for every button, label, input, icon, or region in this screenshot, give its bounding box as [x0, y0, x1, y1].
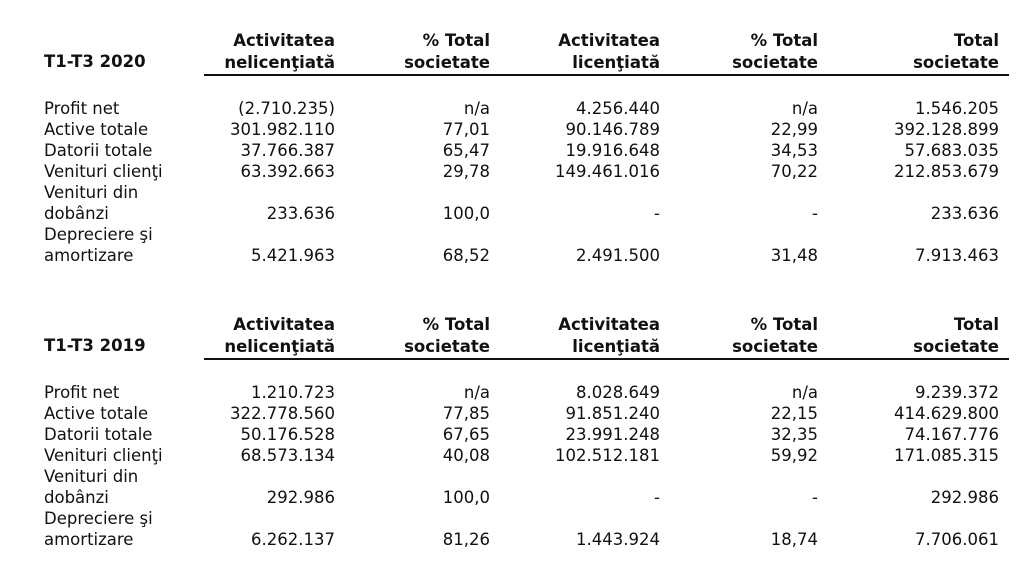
- cell-value: 34,53: [770, 141, 818, 160]
- cell-value: 1.546.205: [915, 99, 999, 118]
- cell-value: 292.986: [930, 488, 999, 507]
- table-row: [44, 161, 1009, 182]
- table-row: [44, 182, 1009, 224]
- row-label-line: dobânzi: [44, 488, 109, 507]
- cell-value: -: [654, 204, 660, 223]
- header-line: Activitatea: [233, 315, 335, 334]
- table-row: [44, 382, 1009, 403]
- cell-value: -: [812, 204, 818, 223]
- financial-table-2020: [44, 30, 1009, 266]
- cell-value: 9.239.372: [915, 383, 999, 402]
- cell-value: 29,78: [442, 162, 490, 181]
- row-label: Profit net: [44, 383, 120, 402]
- cell-value: 22,99: [770, 120, 818, 139]
- cell-value: 4.256.440: [576, 99, 660, 118]
- row-label-line: Depreciere şi: [44, 225, 153, 244]
- cell-value: 74.167.776: [904, 425, 999, 444]
- cell-value: 2.491.500: [576, 246, 660, 265]
- cell-value: 100,0: [442, 204, 490, 223]
- column-header-total-company: [828, 30, 1009, 75]
- financial-table-2019: [44, 314, 1009, 550]
- table-row: [44, 140, 1009, 161]
- cell-value: 81,26: [442, 530, 490, 549]
- row-label: [44, 182, 204, 224]
- cell-value: 7.706.061: [915, 530, 999, 549]
- table-header: [44, 314, 1009, 359]
- column-header-unlicensed-activity: [204, 314, 345, 359]
- header-line: % Total: [750, 31, 818, 50]
- table-row: [44, 424, 1009, 445]
- cell-value: 322.778.560: [230, 404, 335, 423]
- header-line: societate: [404, 53, 490, 72]
- header-line: societate: [913, 337, 999, 356]
- row-label: Datorii totale: [44, 425, 153, 444]
- row-label-line: Venituri din: [44, 183, 139, 202]
- table-body: [44, 359, 1009, 550]
- cell-value: 37.766.387: [240, 141, 335, 160]
- header-line: Activitatea: [233, 31, 335, 50]
- cell-value: n/a: [463, 383, 490, 402]
- cell-value: n/a: [791, 99, 818, 118]
- header-line: societate: [732, 337, 818, 356]
- cell-value: 301.982.110: [230, 120, 335, 139]
- cell-value: 100,0: [442, 488, 490, 507]
- period-title: T1-T3 2020: [44, 52, 146, 71]
- cell-value: 6.262.137: [251, 530, 335, 549]
- cell-value: 8.028.649: [576, 383, 660, 402]
- cell-value: 102.512.181: [555, 446, 660, 465]
- header-line: nelicenţiată: [224, 53, 335, 72]
- cell-value: -: [654, 488, 660, 507]
- cell-value: 233.636: [266, 204, 335, 223]
- cell-value: 65,47: [442, 141, 490, 160]
- cell-value: 414.629.800: [894, 404, 999, 423]
- spacer-row: [44, 75, 1009, 98]
- row-label: [44, 466, 204, 508]
- cell-value: 149.461.016: [555, 162, 660, 181]
- cell-value: 91.851.240: [565, 404, 660, 423]
- column-header-pct-total: [345, 314, 500, 359]
- table-header: [44, 30, 1009, 75]
- cell-value: 18,74: [770, 530, 818, 549]
- column-header-pct-total: [670, 314, 828, 359]
- header-line: % Total: [750, 315, 818, 334]
- header-line: % Total: [422, 315, 490, 334]
- cell-value: 77,01: [442, 120, 490, 139]
- row-label-line: dobânzi: [44, 204, 109, 223]
- cell-value: -: [812, 488, 818, 507]
- column-header-unlicensed-activity: [204, 30, 345, 75]
- cell-value: 90.146.789: [565, 120, 660, 139]
- period-title: T1-T3 2019: [44, 336, 146, 355]
- row-label: [44, 508, 204, 550]
- row-label: Datorii totale: [44, 141, 153, 160]
- row-label: Venituri clienţi: [44, 162, 163, 181]
- cell-value: 292.986: [266, 488, 335, 507]
- column-header-total-company: [828, 314, 1009, 359]
- cell-value: 19.916.648: [565, 141, 660, 160]
- header-line: % Total: [422, 31, 490, 50]
- header-line: Total: [953, 315, 999, 334]
- cell-value: 50.176.528: [240, 425, 335, 444]
- cell-value: 233.636: [930, 204, 999, 223]
- header-row: [44, 30, 1009, 75]
- column-header-pct-total: [670, 30, 828, 75]
- cell-value: 31,48: [770, 246, 818, 265]
- header-line: societate: [913, 53, 999, 72]
- cell-value: 7.913.463: [915, 246, 999, 265]
- cell-value: 68.573.134: [240, 446, 335, 465]
- table-row: [44, 98, 1009, 119]
- cell-value: 67,65: [442, 425, 490, 444]
- table-row: [44, 403, 1009, 424]
- header-line: nelicenţiată: [224, 337, 335, 356]
- cell-value: 63.392.663: [240, 162, 335, 181]
- cell-value: 70,22: [770, 162, 818, 181]
- cell-value: 392.128.899: [894, 120, 999, 139]
- header-line: licenţiată: [572, 53, 660, 72]
- header-row: [44, 314, 1009, 359]
- cell-value: n/a: [463, 99, 490, 118]
- table-row: [44, 508, 1009, 550]
- cell-value: 1.443.924: [576, 530, 660, 549]
- row-label-line: amortizare: [44, 246, 134, 265]
- cell-value: 23.991.248: [565, 425, 660, 444]
- table-row: [44, 224, 1009, 266]
- cell-value: 77,85: [442, 404, 490, 423]
- column-header-licensed-activity: [500, 314, 670, 359]
- row-label: [44, 224, 204, 266]
- cell-value: 32,35: [770, 425, 818, 444]
- table-row: [44, 445, 1009, 466]
- spacer-row: [44, 359, 1009, 382]
- row-label: Profit net: [44, 99, 120, 118]
- cell-value: 40,08: [442, 446, 490, 465]
- cell-value: 212.853.679: [894, 162, 999, 181]
- header-line: Activitatea: [558, 31, 660, 50]
- row-label: Active totale: [44, 120, 149, 139]
- cell-value: 68,52: [442, 246, 490, 265]
- row-label: Active totale: [44, 404, 149, 423]
- cell-value: 59,92: [770, 446, 818, 465]
- column-header-licensed-activity: [500, 30, 670, 75]
- table-body: [44, 75, 1009, 266]
- row-label-line: Venituri din: [44, 467, 139, 486]
- cell-value: n/a: [791, 383, 818, 402]
- row-label-line: Depreciere şi: [44, 509, 153, 528]
- cell-value: 57.683.035: [904, 141, 999, 160]
- header-line: societate: [404, 337, 490, 356]
- cell-value: (2.710.235): [238, 99, 335, 118]
- row-label-line: amortizare: [44, 530, 134, 549]
- column-header-pct-total: [345, 30, 500, 75]
- row-label: Venituri clienţi: [44, 446, 163, 465]
- header-line: Total: [953, 31, 999, 50]
- header-line: societate: [732, 53, 818, 72]
- cell-value: 1.210.723: [251, 383, 335, 402]
- cell-value: 5.421.963: [251, 246, 335, 265]
- table-row: [44, 119, 1009, 140]
- header-line: Activitatea: [558, 315, 660, 334]
- table-row: [44, 466, 1009, 508]
- cell-value: 22,15: [770, 404, 818, 423]
- cell-value: 171.085.315: [894, 446, 999, 465]
- header-line: licenţiată: [572, 337, 660, 356]
